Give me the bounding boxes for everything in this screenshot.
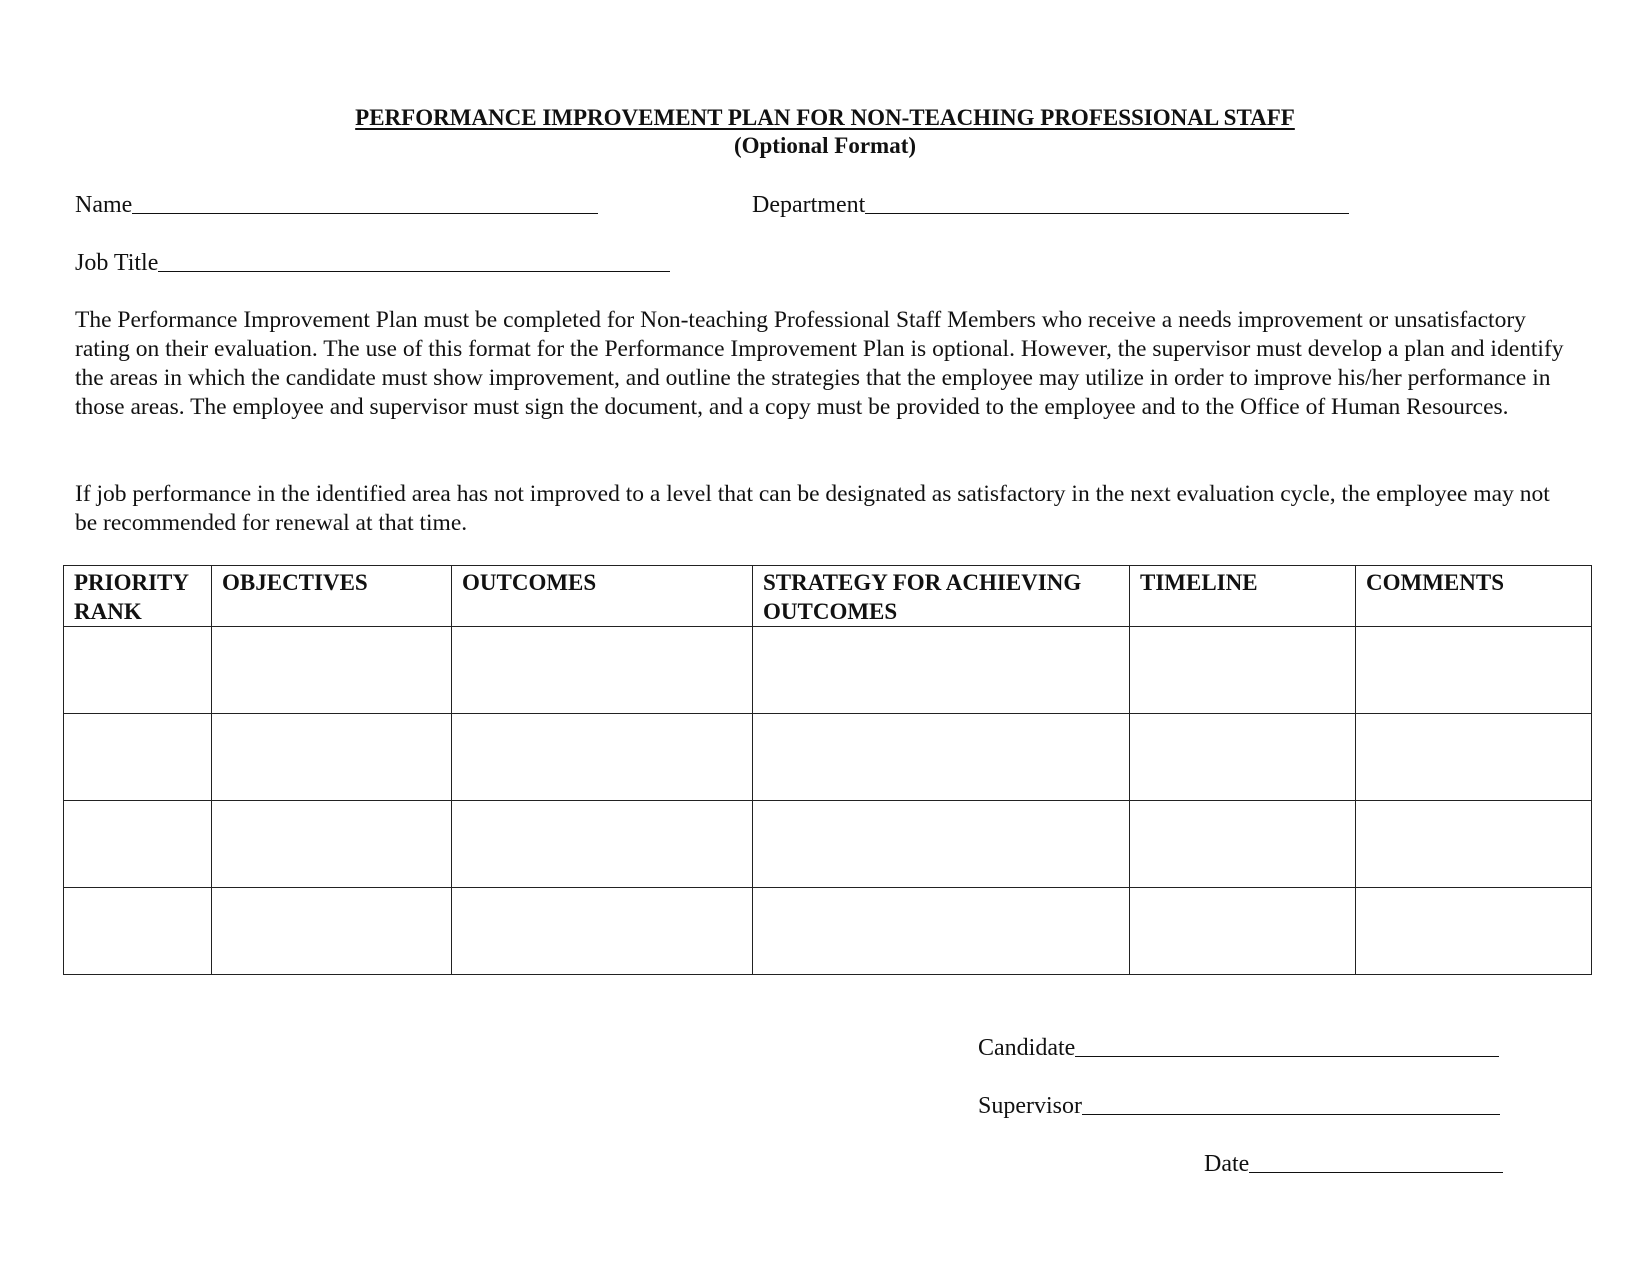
table-cell[interactable] [212,714,452,801]
table-cell[interactable] [212,801,452,888]
name-label: Name [75,192,133,218]
date-field [1204,1149,1503,1179]
header-timeline: TIMELINE [1130,566,1356,627]
job-title-field [75,248,670,278]
table-cell[interactable] [1356,888,1592,975]
candidate-signature-blank[interactable] [1075,1034,1499,1057]
renewal-paragraph: If job performance in the identified area has not improved to a level that can be designated as satisfactory in the next evaluation cycle, the employee may not be recommended for renewal at that time. [75,481,1550,536]
table-cell[interactable] [1130,801,1356,888]
date-label: Date [1204,1151,1250,1177]
table-row [64,714,1592,801]
name-blank[interactable] [132,191,598,214]
table-cell[interactable] [1356,801,1592,888]
document-subtitle: (Optional Format) [733,133,917,158]
header-objectives: OBJECTIVES [212,566,452,627]
table-cell[interactable] [1130,627,1356,714]
job-title-label: Job Title [75,250,159,276]
table-cell[interactable] [753,627,1130,714]
table-cell[interactable] [1356,714,1592,801]
department-blank[interactable] [865,191,1349,214]
table-row [64,801,1592,888]
table-cell[interactable] [753,888,1130,975]
document-title-block [0,104,1650,160]
header-outcomes: OUTCOMES [452,566,753,627]
table-cell[interactable] [1130,714,1356,801]
header-comments: COMMENTS [1356,566,1592,627]
candidate-signature-field [978,1033,1499,1063]
job-title-blank[interactable] [158,249,670,272]
department-field [752,190,1349,220]
table-cell[interactable] [64,888,212,975]
table-row [64,888,1592,975]
table-row [64,627,1592,714]
table-cell[interactable] [64,627,212,714]
table-cell[interactable] [1356,627,1592,714]
header-strategy: STRATEGY FOR ACHIEVING OUTCOMES [753,566,1130,627]
document-title: PERFORMANCE IMPROVEMENT PLAN FOR NON-TEACHING PROFESSIONAL STAFF [355,105,1295,130]
table-cell[interactable] [1130,888,1356,975]
supervisor-label: Supervisor [978,1093,1082,1119]
supervisor-signature-field [978,1091,1500,1121]
improvement-plan-table [63,565,1592,975]
name-field [75,190,598,220]
candidate-label: Candidate [978,1035,1076,1061]
header-priority-rank: PRIORITY RANK [64,566,212,627]
instructions-paragraph: The Performance Improvement Plan must be completed for Non-teaching Professional Staff Members who receive a needs improvement or unsatisfactory rating on their evaluation. The use of this format for the Performance Improvement Plan is optional. However, the supervisor must develop a plan and identify the areas in which the candidate must show improvement, and outline the strategies that the employee may utilize in order to improve his/her performance in those areas. The employee and supervisor must sign the document, and a copy must be provided to the employee and to the Office of Human Resources. [75,307,1564,420]
table-cell[interactable] [753,714,1130,801]
table-header-row [64,566,1592,627]
table-cell[interactable] [452,888,753,975]
table-cell[interactable] [452,714,753,801]
supervisor-signature-blank[interactable] [1082,1092,1500,1115]
table-cell[interactable] [452,627,753,714]
department-label: Department [752,192,866,218]
table-cell[interactable] [212,888,452,975]
table-cell[interactable] [753,801,1130,888]
date-blank[interactable] [1249,1150,1503,1173]
table-cell[interactable] [212,627,452,714]
table-cell[interactable] [64,801,212,888]
table-cell[interactable] [64,714,212,801]
table-cell[interactable] [452,801,753,888]
